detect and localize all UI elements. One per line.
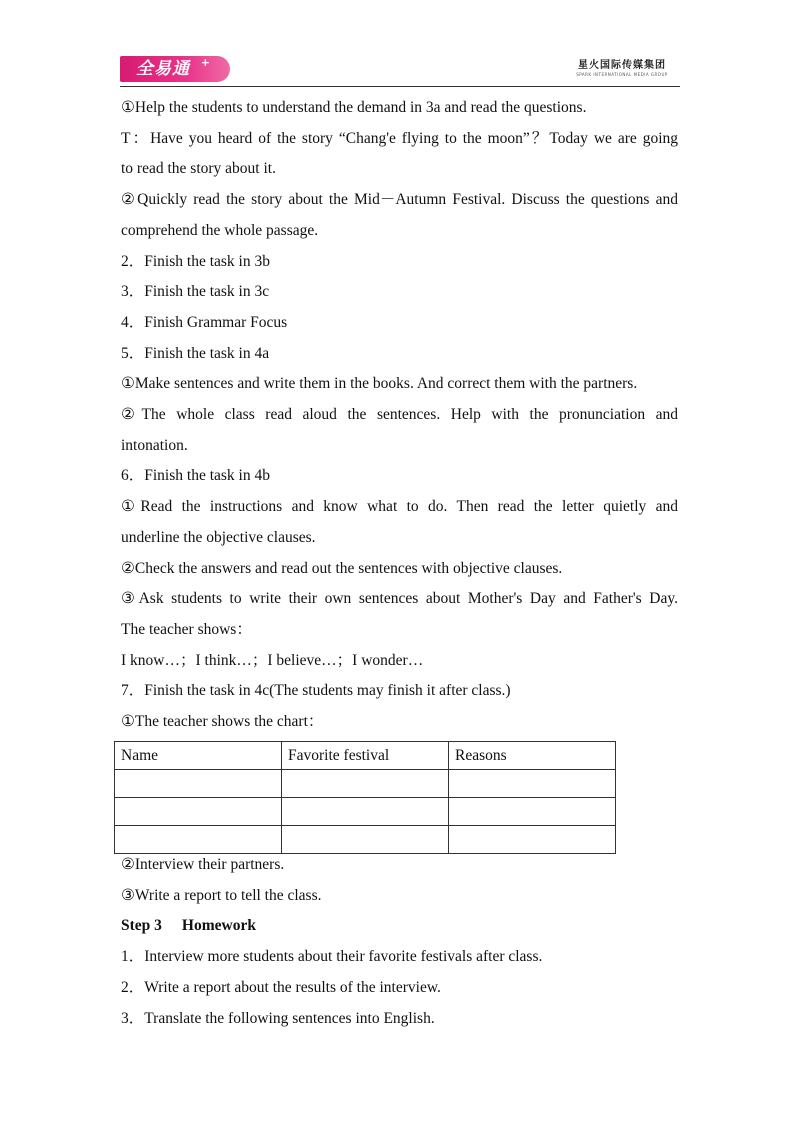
homework-item: 1．Interview more students about their favorite festivals after class. <box>121 948 543 966</box>
paragraph-line: ③Ask students to write their own sentences about Mother's Day and Father's Day. <box>121 590 678 608</box>
logo-text: 全易通 <box>136 59 190 79</box>
paragraph-line: ②Check the answers and read out the sentences with objective clauses. <box>121 559 563 577</box>
step-title: Homework <box>181 917 256 935</box>
step-item: 2．Finish the task in 3b <box>121 252 270 270</box>
table-cell <box>282 798 449 826</box>
table-header-cell: Reasons <box>449 742 616 770</box>
brand-logo <box>120 56 230 82</box>
paragraph-line: ①Make sentences and write them in the books. And correct them with the partners. <box>121 375 638 393</box>
paragraph-line: I know…；I think…；I believe…；I wonder… <box>121 651 424 669</box>
step-item: 6．Finish the task in 4b <box>121 467 270 485</box>
paragraph-line: The teacher shows： <box>121 620 252 638</box>
paragraph-line: to read the story about it. <box>121 160 276 178</box>
table-header-row <box>115 742 616 770</box>
homework-item: 3．Translate the following sentences into English. <box>121 1009 435 1027</box>
table-cell <box>449 770 616 798</box>
paragraph-line: ①The teacher shows the chart： <box>121 713 324 731</box>
step-item: 4．Finish Grammar Focus <box>121 313 288 331</box>
table-row <box>115 770 616 798</box>
header-divider <box>120 86 680 87</box>
publisher-name-en: SPARK INTERNATIONAL MEDIA GROUP <box>576 72 668 77</box>
logo-plus-icon: + <box>200 56 210 69</box>
paragraph-line: ①Read the instructions and know what to do. Then read the letter quietly and <box>121 498 678 516</box>
paragraph-line: ②Quickly read the story about the Mid－Autumn Festival. Discuss the questions and <box>121 191 678 209</box>
table-header-cell: Name <box>115 742 282 770</box>
step-item: 5．Finish the task in 4a <box>121 344 270 362</box>
paragraph-line: underline the objective clauses. <box>121 528 316 546</box>
table-cell <box>115 798 282 826</box>
after-table-body <box>121 850 678 1034</box>
table-row <box>115 798 616 826</box>
table-cell <box>282 770 449 798</box>
paragraph-line: intonation. <box>121 436 188 454</box>
page-header <box>120 56 680 86</box>
step-heading <box>121 911 678 942</box>
table-header-cell: Favorite festival <box>282 742 449 770</box>
publisher-name: 星火国际传媒集团 <box>578 60 666 71</box>
step-item: 7．Finish the task in 4c(The students may finish it after class.) <box>121 682 511 700</box>
paragraph-line: ①Help the students to understand the demand in 3a and read the questions. <box>121 99 587 116</box>
festival-chart-table <box>114 741 616 854</box>
table-cell <box>449 798 616 826</box>
paragraph-line: T：Have you heard of the story “Chang'e flying to the moon”？Today we are going <box>121 129 678 147</box>
paragraph-line: ②The whole class read aloud the sentences. Help with the pronunciation and <box>121 406 678 424</box>
step-label: Step 3 <box>121 917 162 935</box>
paragraph-line: ②Interview their partners. <box>121 856 285 873</box>
homework-item: 2．Write a report about the results of the interview. <box>121 978 441 996</box>
step-item: 3．Finish the task in 3c <box>121 283 270 301</box>
lesson-body <box>121 93 678 738</box>
paragraph-line: ③Write a report to tell the class. <box>121 886 322 904</box>
table-cell <box>115 770 282 798</box>
publisher-brand <box>572 60 672 78</box>
paragraph-line: comprehend the whole passage. <box>121 221 319 239</box>
